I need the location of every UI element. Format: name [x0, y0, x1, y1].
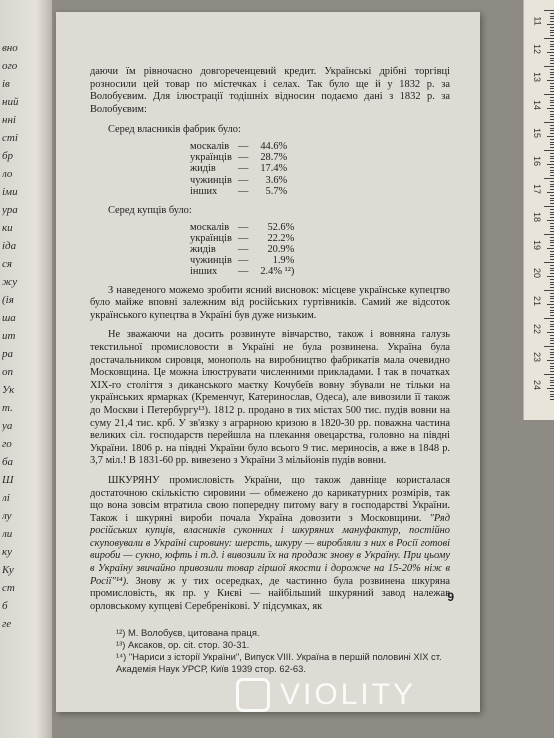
- left-page-fragment: б: [2, 600, 8, 612]
- left-page-fragment: ли: [2, 528, 13, 540]
- left-page-fragment: Ш: [2, 474, 14, 486]
- stats-percent: 5.7%: [265, 185, 288, 197]
- stats-percent: 20.9%: [267, 243, 295, 255]
- ruler-tick: [550, 100, 554, 101]
- stats-row: [190, 233, 300, 244]
- stats-row: [190, 186, 293, 197]
- ruler-tick: [544, 10, 554, 11]
- ruler-tick: [550, 114, 554, 115]
- merchants-label: Серед купців було:: [108, 204, 192, 216]
- document-page: [56, 12, 480, 712]
- left-page-fragment: жу: [2, 276, 18, 288]
- ruler-tick: [550, 58, 554, 59]
- ruler-number: 24: [531, 379, 542, 391]
- ruler-tick: [550, 125, 554, 126]
- ruler-tick: [544, 374, 554, 375]
- merchants-table: [190, 222, 300, 278]
- ruler-tick: [550, 307, 554, 308]
- ruler-tick: [550, 287, 554, 288]
- ruler-tick: [550, 60, 554, 61]
- ruler-number: 18: [531, 211, 542, 223]
- ruler-tick: [550, 18, 554, 19]
- ruler-tick: [550, 324, 554, 325]
- paragraph-wool-industry: Не зважаючи на досить розвинуте вівчарство, також і вовняна галузь текстильної промисловости в Україні не була розвинена. Україна була достачальником сировця, монополь на виробництво фабрикатів мала очевидно Московщина. Це можна ілюструвати численними прикладами. І так в початках XIX-го століття з диканського маєтку Кочубеїв вовну збували не тільки на українських ярмарках (Кременчуг, Катеринослав, Одеса), але вивозили її також до Москви і Петербургу¹³). 1812 р. продано в тих містах 500 тис. пудів вовни на суму 21,4 тис. крб. У зв'язку з аграрною кризою в 1820-30 рр. поважна частина великих сіл. господарств перейшла на плекання овецарства, головно на півдні України. 1806 р. на півдні України було всього 9 тис. мериносів, а вже в 1848 р. 3,7 міл.! В 1831-60 рр. вивезено з України 3 мільйонів пудів вовни.: [90, 329, 450, 467]
- stats-dash: —: [237, 163, 249, 175]
- ruler-tick: [550, 133, 554, 134]
- ruler-tick: [550, 282, 554, 283]
- ruler-number: 13: [531, 71, 542, 83]
- ruler-tick: [550, 363, 554, 364]
- ruler-tick: [550, 55, 554, 56]
- left-page-fragment: Ку: [2, 564, 14, 576]
- ruler-tick: [550, 170, 554, 171]
- left-page-fragment: ит: [2, 330, 16, 342]
- stats-percent: 44.6%: [260, 140, 288, 152]
- ruler-tick: [544, 346, 554, 347]
- ruler-number: 11: [532, 16, 543, 26]
- stats-percent: 52.6%: [267, 221, 295, 233]
- ruler-tick: [550, 315, 554, 316]
- ruler-tick: [544, 234, 554, 235]
- stats-dash: —: [237, 185, 249, 197]
- ruler-tick: [544, 262, 554, 263]
- ruler-number: 23: [531, 351, 542, 363]
- ruler-tick: [550, 175, 554, 176]
- ruler-tick: [550, 181, 554, 182]
- ruler-tick: [550, 86, 554, 87]
- ruler-number: 17: [531, 183, 542, 195]
- ruler-tick: [550, 128, 554, 129]
- ruler-tick: [550, 44, 554, 45]
- owners-label: Серед власників фабрик було:: [108, 124, 241, 136]
- ruler-tick: [550, 371, 554, 372]
- ruler-tick: [550, 209, 554, 210]
- ruler-tick: [550, 83, 554, 84]
- ruler-tick: [550, 105, 554, 106]
- left-page-fragment: сті: [2, 132, 18, 144]
- left-page-fragment: лі: [2, 492, 10, 504]
- ruler-tick: [550, 226, 554, 227]
- ruler-tick: [550, 130, 554, 131]
- ruler-tick: [550, 284, 554, 285]
- ruler-tick: [550, 293, 554, 294]
- ruler-tick: [550, 338, 554, 339]
- ruler-tick: [550, 189, 554, 190]
- ruler-tick: [547, 276, 554, 277]
- page-number: 9: [447, 590, 454, 604]
- ruler-tick: [550, 265, 554, 266]
- stats-dash: —: [237, 255, 249, 267]
- left-page-fragment: ся: [2, 258, 12, 270]
- ruler-tick: [550, 279, 554, 280]
- ruler-tick: [550, 335, 554, 336]
- stats-row: [190, 141, 293, 152]
- ruler-tick: [550, 366, 554, 367]
- left-page-fragment: оп: [2, 366, 13, 378]
- ruler-tick: [550, 259, 554, 260]
- ruler-tick: [550, 161, 554, 162]
- stats-dash: —: [237, 266, 249, 278]
- ruler-tick: [550, 399, 554, 400]
- ruler-tick: [550, 16, 554, 17]
- ruler-tick: [550, 396, 554, 397]
- watermark-text: VIOLITY: [280, 678, 417, 711]
- stats-percent: 22.2%: [267, 232, 295, 244]
- ruler-tick: [547, 164, 554, 165]
- ruler-tick: [550, 184, 554, 185]
- ruler-tick: [550, 321, 554, 322]
- stats-group: москалів: [190, 221, 230, 233]
- ruler-tick: [550, 72, 554, 73]
- stats-group: інших: [190, 266, 218, 278]
- stats-percent: 28.7%: [260, 152, 288, 164]
- ruler-tick: [550, 111, 554, 112]
- ruler-tick: [550, 352, 554, 353]
- ruler-tick: [550, 88, 554, 89]
- left-page-fragment: ура: [2, 204, 18, 216]
- left-page-fragment: ки: [2, 222, 13, 234]
- ruler-tick: [550, 298, 554, 299]
- stats-dash: —: [237, 174, 249, 186]
- ruler-tick: [550, 223, 554, 224]
- stats-group: інших: [190, 185, 218, 197]
- ruler-tick: [547, 248, 554, 249]
- ruler-tick: [550, 394, 554, 395]
- ruler-tick: [550, 329, 554, 330]
- ruler-tick: [550, 30, 554, 31]
- ruler-tick: [547, 136, 554, 137]
- left-page-fragment: го: [2, 438, 12, 450]
- leather-text-a: ШКУРЯНУ промисловість України, що також давніще користалася достаточною скількістю сировини — обмежено до карикатурних розмірів, так що вона зовсім втратила свою попередну питому вагу в господарстві України. Також і шкуряні вироби почала Україна довозити з Московщини.: [90, 474, 450, 524]
- ruler-tick: [547, 108, 554, 109]
- stats-row: [190, 163, 293, 174]
- left-page-fragment: ст: [2, 582, 15, 594]
- ruler-tick: [550, 156, 554, 157]
- ruler-tick: [550, 41, 554, 42]
- ruler-number: 21: [531, 295, 542, 307]
- ruler-tick: [547, 360, 554, 361]
- left-page-fragment: ку: [2, 546, 13, 558]
- ruler-tick: [550, 49, 554, 50]
- ruler-number: 22: [531, 323, 542, 335]
- ruler-tick: [550, 46, 554, 47]
- ruler-number: 15: [531, 127, 542, 139]
- ruler-tick: [550, 21, 554, 22]
- ruler-number: 16: [531, 155, 542, 167]
- ruler-tick: [550, 340, 554, 341]
- ruler-tick: [550, 301, 554, 302]
- owners-table: [190, 141, 293, 197]
- ruler-tick: [550, 172, 554, 173]
- left-page-fragment: ба: [2, 456, 14, 468]
- ruler-tick: [550, 380, 554, 381]
- ruler-tick: [550, 167, 554, 168]
- ruler-tick: [550, 147, 554, 148]
- left-page-fragment: ів: [2, 78, 10, 90]
- ruler-tick: [550, 357, 554, 358]
- ruler-tick: [550, 242, 554, 243]
- stats-dash: —: [237, 152, 249, 164]
- stats-group: чужинців: [190, 255, 232, 267]
- left-page-fragment: ге: [2, 618, 12, 630]
- ruler-tick: [550, 382, 554, 383]
- watermark-logo-icon: [236, 678, 270, 712]
- left-page-fragment: ого: [2, 60, 18, 72]
- ruler-tick: [550, 270, 554, 271]
- left-page-fragment: т.: [2, 402, 13, 414]
- stats-dash: —: [237, 232, 249, 244]
- ruler-tick: [547, 192, 554, 193]
- ruler-tick: [550, 296, 554, 297]
- ruler-tick: [547, 52, 554, 53]
- ruler-tick: [547, 332, 554, 333]
- left-page-fragment: ний: [2, 96, 19, 108]
- ruler-tick: [550, 153, 554, 154]
- stats-group: чужинців: [190, 174, 232, 186]
- ruler-tick: [544, 122, 554, 123]
- left-page-fragment: іми: [2, 186, 18, 198]
- footnotes: [90, 627, 450, 674]
- ruler-number: 19: [531, 239, 542, 251]
- left-page-fragment: вно: [2, 42, 18, 54]
- stats-row: [190, 175, 293, 186]
- ruler-tick: [550, 310, 554, 311]
- ruler-number: 14: [531, 99, 542, 111]
- ruler-tick: [550, 349, 554, 350]
- ruler-tick: [550, 158, 554, 159]
- ruler-tick: [550, 245, 554, 246]
- left-page-fragment: ша: [2, 312, 16, 324]
- ruler-tick: [550, 254, 554, 255]
- ruler-tick: [544, 66, 554, 67]
- ruler-tick: [547, 24, 554, 25]
- stats-group: українців: [190, 152, 232, 164]
- ruler-tick: [550, 251, 554, 252]
- ruler-tick: [550, 256, 554, 257]
- ruler-tick: [550, 326, 554, 327]
- ruler-tick: [547, 220, 554, 221]
- ruler-tick: [544, 38, 554, 39]
- ruler-tick: [550, 377, 554, 378]
- stats-percent: 1.9%: [272, 255, 295, 267]
- stats-group: жидів: [190, 163, 216, 175]
- ruler-tick: [550, 354, 554, 355]
- ruler-tick: [544, 94, 554, 95]
- ruler-tick: [550, 214, 554, 215]
- ruler-tick: [550, 203, 554, 204]
- stats-dash: —: [237, 221, 249, 233]
- leather-text-b: Знову ж у тих осередках, де частинно була розвинена шкуряна промисловість, як пр. у Києві — найбільший шкуряний завод належав орловському купцеві Серебренікові. У підсумках, як: [90, 575, 450, 612]
- left-page-fragment: нні: [2, 114, 16, 126]
- stats-percent: 3.6%: [265, 174, 288, 186]
- ruler-number: 20: [531, 267, 542, 279]
- ruler-tick: [550, 142, 554, 143]
- ruler-tick: [550, 217, 554, 218]
- ruler-tick: [550, 368, 554, 369]
- ruler-tick: [550, 343, 554, 344]
- measuring-ruler: [523, 0, 554, 420]
- ruler-tick: [547, 80, 554, 81]
- stats-group: українців: [190, 232, 232, 244]
- left-page-fragment: уа: [2, 420, 13, 432]
- left-page-fragment: ло: [2, 168, 13, 180]
- page-body: [90, 66, 450, 675]
- stats-percent: 2.4% ¹²): [260, 266, 295, 278]
- ruler-tick: [550, 35, 554, 36]
- stats-row: [190, 222, 300, 233]
- ruler-tick: [550, 77, 554, 78]
- ruler-tick: [544, 178, 554, 179]
- ruler-tick: [550, 212, 554, 213]
- stats-dash: —: [237, 140, 249, 152]
- left-page-fragment: (ія: [2, 294, 14, 306]
- stats-row: [190, 152, 293, 163]
- ruler-tick: [550, 69, 554, 70]
- ruler-tick: [550, 27, 554, 28]
- ruler-tick: [550, 231, 554, 232]
- ruler-tick: [550, 74, 554, 75]
- ruler-tick: [544, 206, 554, 207]
- ruler-tick: [544, 318, 554, 319]
- stats-percent: 17.4%: [260, 163, 288, 175]
- left-page-edge: [0, 0, 52, 738]
- left-page-fragment: бр: [2, 150, 14, 162]
- ruler-tick: [550, 63, 554, 64]
- ruler-tick: [550, 97, 554, 98]
- leather-quote: "Ряд російських купців, власників суконних і шкуряних мануфактур, постійно скуповували в Україні сировину: шерсть, шкуру — виробляли з них в Росії готові вироби — сукно, юфть і т.д. і вивозили їх на продаж знову в Україну. При цьому в Україну звичайно привозили товар гіршої якости і дорожче на 15-20% ніж в Росії"¹⁴).: [90, 512, 450, 587]
- left-page-fragment: лу: [2, 510, 12, 522]
- stats-row: [190, 266, 300, 277]
- paragraph-conclusion: З наведеного можемо зробити ясний висновок: місцеве українське купецтво було майже вповні залежним від російських гуртівників. Самий же відсоток українського купецтва в Україні був дуже низьким.: [90, 284, 450, 321]
- ruler-tick: [550, 273, 554, 274]
- left-page-fragment: ра: [2, 348, 13, 360]
- ruler-tick: [550, 119, 554, 120]
- stats-dash: —: [237, 243, 249, 255]
- ruler-tick: [550, 198, 554, 199]
- ruler-tick: [550, 237, 554, 238]
- stats-row: [190, 244, 300, 255]
- ruler-tick: [547, 304, 554, 305]
- ruler-tick: [550, 102, 554, 103]
- ruler-number: 12: [531, 43, 542, 55]
- left-page-fragment: іда: [2, 240, 17, 252]
- stats-row: [190, 255, 300, 266]
- paragraph-intro: даючи їм рівночасно довгореченцевий кредит. Українські дрібні торгівці розносили цей товар по містечках і селах. Так було ще й у 1832 р. за Волобуєвим. Для ілюстрації тодішніх відносин подаємо дані з 1832 р. за Волобуєвим:: [90, 66, 450, 115]
- ruler-tick: [550, 385, 554, 386]
- stats-group: москалів: [190, 140, 230, 152]
- ruler-tick: [550, 312, 554, 313]
- ruler-tick: [550, 144, 554, 145]
- paragraph-leather-industry: [90, 475, 450, 614]
- ruler-tick: [544, 150, 554, 151]
- footnote: ¹³) Аксаков, ор. сіt. стор. 30-31.: [116, 639, 250, 651]
- ruler-tick: [550, 228, 554, 229]
- ruler-tick: [550, 139, 554, 140]
- left-page-fragment: Ук: [2, 384, 15, 396]
- ruler-tick: [547, 388, 554, 389]
- ruler-tick: [550, 200, 554, 201]
- ruler-tick: [550, 91, 554, 92]
- ruler-tick: [550, 195, 554, 196]
- ruler-tick: [550, 116, 554, 117]
- ruler-tick: [550, 240, 554, 241]
- footnote: ¹⁴) "Нариси з історії України", Випуск VIII. Україна в першій половині XIX ст. Академія Наук УРСР, Київ 1939 стор. 62-63.: [116, 651, 442, 674]
- footnote: ¹²) М. Волобуєв, цитована праця.: [116, 627, 260, 639]
- stats-group: жидів: [190, 243, 216, 255]
- ruler-tick: [550, 391, 554, 392]
- ruler-tick: [550, 32, 554, 33]
- ruler-tick: [550, 13, 554, 14]
- ruler-tick: [550, 268, 554, 269]
- ruler-tick: [550, 186, 554, 187]
- ruler-tick: [544, 290, 554, 291]
